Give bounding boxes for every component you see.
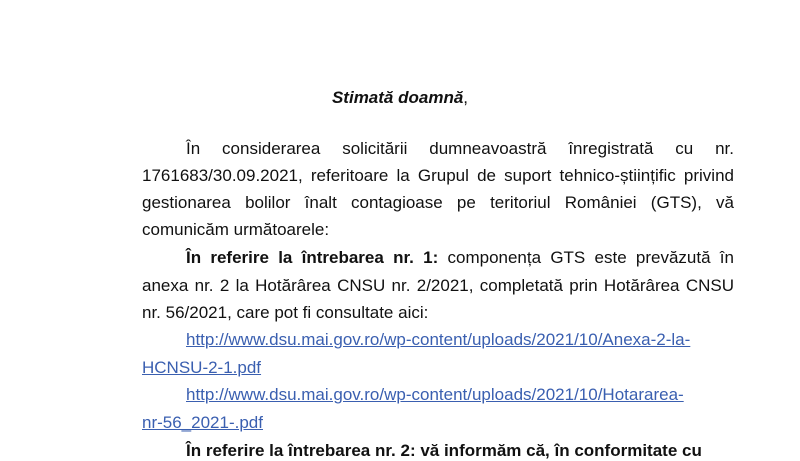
- paragraph-2-line-1-text: componența GTS este prevăzută în: [438, 248, 734, 267]
- link-2-part-1[interactable]: http://www.dsu.mai.gov.ro/wp-content/uploads/2021/10/Hotararea-: [186, 385, 684, 404]
- link-1-continued[interactable]: [142, 358, 734, 378]
- paragraph-1-line-3: gestionarea bolilor înalt contagioase pe teritoriul României (GTS), vă: [142, 193, 734, 212]
- link-2-part-2[interactable]: nr-56_2021-.pdf: [142, 413, 263, 432]
- paragraph-1-line-4: comunicăm următoarele:: [142, 220, 330, 239]
- question-1-heading: În referire la întrebarea nr. 1:: [186, 248, 439, 267]
- paragraph-3-line-1: [186, 441, 734, 461]
- salutation-text: Stimată doamnă: [331, 88, 464, 107]
- paragraph-2-line-1: [186, 248, 734, 268]
- link-2-continued[interactable]: [142, 413, 734, 433]
- link-1-part-2[interactable]: HCNSU-2-1.pdf: [142, 358, 262, 377]
- paragraph-3-partial-text: În referire la întrebarea nr. 2: vă informăm că, în conformitate cu: [186, 441, 702, 460]
- salutation-punctuation: ,: [463, 88, 469, 107]
- paragraph-1-line-2: 1761683/30.09.2021, referitoare la Grupul de suport tehnico-științific privind: [142, 166, 734, 185]
- paragraph-2-line-2: anexa nr. 2 la Hotărârea CNSU nr. 2/2021, completată prin Hotărârea CNSU: [142, 276, 734, 295]
- salutation: [0, 88, 800, 108]
- link-1[interactable]: [186, 330, 734, 350]
- paragraph-1-line-1: În considerarea solicitării dumneavoastră înregistrată cu nr.: [186, 139, 734, 158]
- link-2[interactable]: [186, 385, 734, 405]
- paragraph-2-line-3: nr. 56/2021, care pot fi consultate aici:: [142, 303, 429, 322]
- link-1-part-1[interactable]: http://www.dsu.mai.gov.ro/wp-content/uploads/2021/10/Anexa-2-la-: [186, 330, 691, 349]
